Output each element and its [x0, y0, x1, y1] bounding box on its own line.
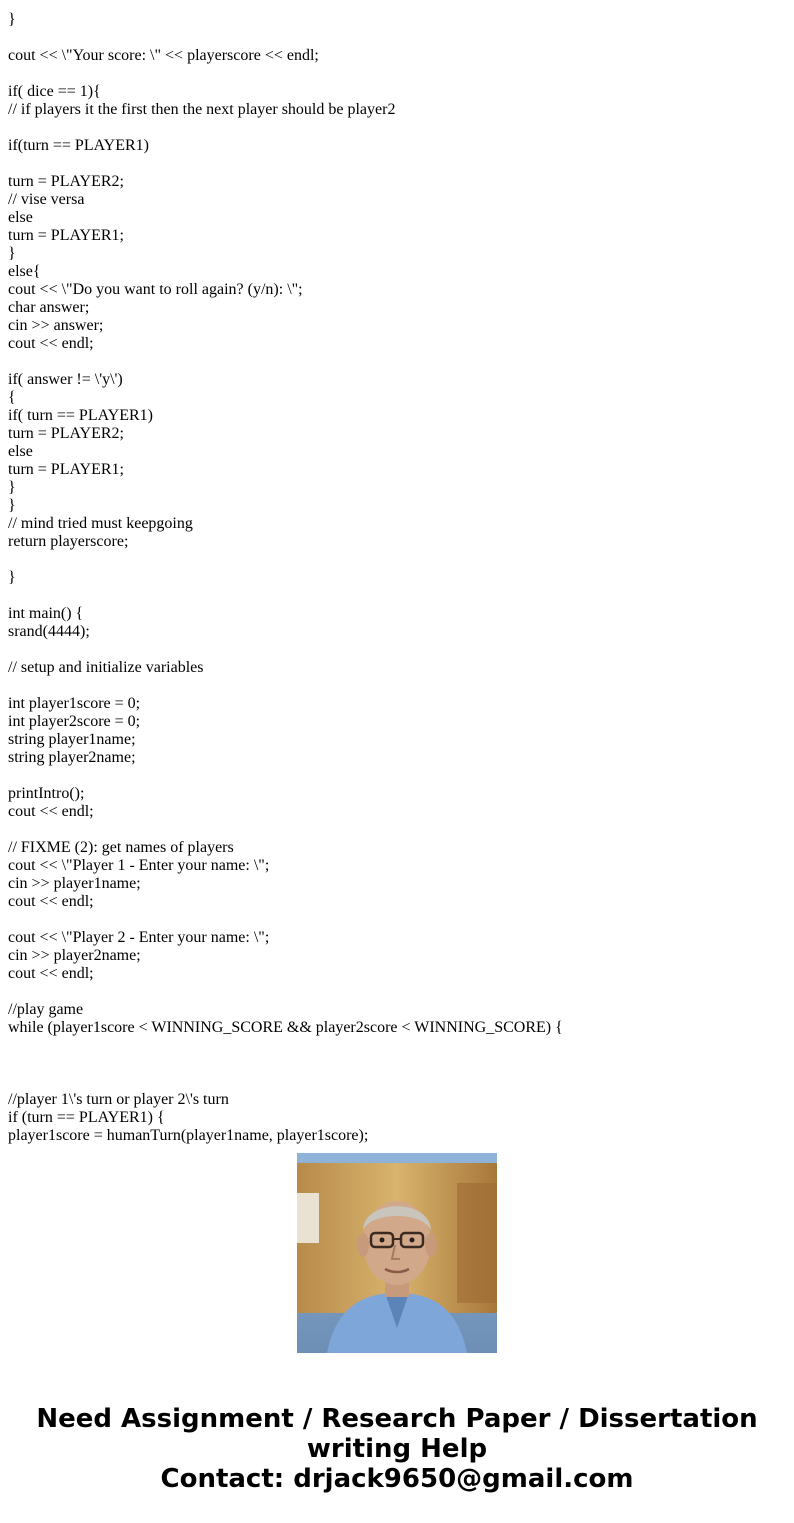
code-line: [8, 1073, 788, 1091]
code-line: }: [8, 569, 16, 586]
code-line: // if players it the first then the next player should be player2: [8, 101, 396, 118]
code-line: [8, 119, 788, 137]
code-line: cin >> answer;: [8, 317, 104, 334]
code-line: //play game: [8, 1001, 84, 1018]
code-line: [8, 353, 788, 371]
code-line: string player1name;: [8, 731, 136, 748]
code-line: else: [8, 209, 33, 226]
code-line: }: [8, 497, 16, 514]
code-line: // mind tried must keepgoing: [8, 515, 193, 532]
code-line: while (player1score < WINNING_SCORE && player2score < WINNING_SCORE) {: [8, 1019, 563, 1036]
code-line: cout << \"Player 1 - Enter your name: \";: [8, 857, 270, 874]
code-line: // FIXME (2): get names of players: [8, 839, 234, 856]
code-line: if( turn == PLAYER1): [8, 407, 154, 424]
code-line: [8, 641, 788, 659]
code-line: else: [8, 443, 33, 460]
code-line: int main() {: [8, 605, 84, 622]
code-line: cout << \"Player 2 - Enter your name: \";: [8, 929, 270, 946]
code-listing: [8, 11, 788, 1144]
code-line: [8, 65, 788, 83]
code-line: [8, 587, 788, 605]
code-line: cout << endl;: [8, 335, 94, 352]
code-line: if (turn == PLAYER1) {: [8, 1109, 165, 1126]
code-line: cout << \"Your score: \" << playerscore << endl;: [8, 47, 319, 64]
code-line: [8, 983, 788, 1001]
author-avatar: [297, 1153, 497, 1353]
code-line: [8, 911, 788, 929]
code-line: player1score = humanTurn(player1name, player1score);: [8, 1127, 369, 1144]
code-line: int player1score = 0;: [8, 695, 141, 712]
code-line: if( answer != \'y\'): [8, 371, 123, 388]
code-line: else{: [8, 263, 41, 280]
code-line: cin >> player2name;: [8, 947, 141, 964]
promo-line-2: writing Help: [306, 1434, 488, 1464]
code-line: cout << \"Do you want to roll again? (y/n): \";: [8, 281, 303, 298]
code-line: {: [8, 389, 16, 406]
promo-contact: Contact: drjack9650@gmail.com: [160, 1464, 634, 1494]
code-line: cout << endl;: [8, 803, 94, 820]
code-line: char answer;: [8, 299, 90, 316]
code-line: if(turn == PLAYER1): [8, 137, 150, 154]
promo-line-1: Need Assignment / Research Paper / Dissertation: [36, 1404, 758, 1434]
code-line: [8, 1055, 788, 1073]
code-line: return playerscore;: [8, 533, 129, 550]
code-line: [8, 677, 788, 695]
code-line: [8, 29, 788, 47]
code-line: int player2score = 0;: [8, 713, 141, 730]
code-line: // setup and initialize variables: [8, 659, 204, 676]
code-line: }: [8, 479, 16, 496]
code-line: //player 1\'s turn or player 2\'s turn: [8, 1091, 229, 1108]
code-line: [8, 767, 788, 785]
code-line: printIntro();: [8, 785, 85, 802]
promo-banner: [0, 1404, 794, 1494]
code-line: }: [8, 245, 16, 262]
code-line: cout << endl;: [8, 965, 94, 982]
code-line: turn = PLAYER1;: [8, 227, 124, 244]
code-line: turn = PLAYER1;: [8, 461, 124, 478]
code-line: cout << endl;: [8, 893, 94, 910]
code-line: [8, 551, 788, 569]
code-line: [8, 155, 788, 173]
code-line: turn = PLAYER2;: [8, 425, 124, 442]
person-photo-icon: [297, 1153, 497, 1353]
code-line: string player2name;: [8, 749, 136, 766]
code-line: turn = PLAYER2;: [8, 173, 124, 190]
code-line: if( dice == 1){: [8, 83, 101, 100]
code-line: cin >> player1name;: [8, 875, 141, 892]
code-line: [8, 821, 788, 839]
code-line: srand(4444);: [8, 623, 90, 640]
code-line: [8, 1037, 788, 1055]
code-line: }: [8, 11, 16, 28]
code-line: // vise versa: [8, 191, 85, 208]
